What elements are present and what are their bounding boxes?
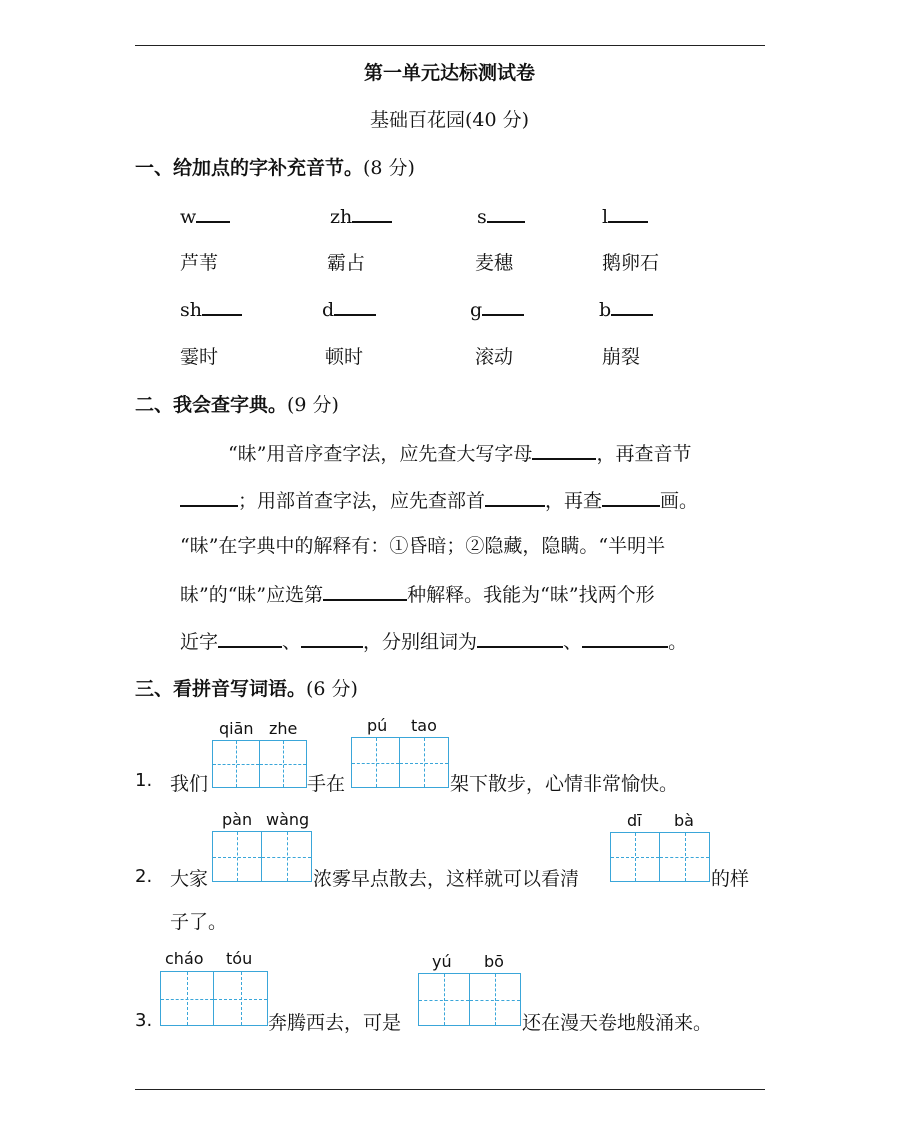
writing-grid[interactable] — [160, 971, 268, 1026]
pinyin-label: dī — [627, 811, 642, 830]
answer-blank[interactable] — [202, 296, 242, 316]
question-number: 2. — [135, 866, 153, 887]
section-3-heading: 三、看拼音写词语。(6 分) — [135, 678, 358, 700]
q2-line-4: 昧”的“昧”应选第 种解释。我能为“昧”找两个形 — [180, 579, 655, 607]
sentence-text: 浓雾早点散去，这样就可以看清 — [313, 868, 580, 890]
answer-blank[interactable] — [218, 626, 282, 648]
pinyin-label: tóu — [226, 949, 253, 968]
question-number: 1. — [135, 770, 153, 791]
q1-word-2: 霸占 — [327, 252, 366, 274]
q2-line-3: “昧”在字典中的解释有：①昏暗；②隐藏，隐瞒。“半明半 — [180, 535, 666, 557]
q1-initial-3: s — [477, 203, 525, 228]
sentence-text: 还在漫天卷地般涌来。 — [522, 1012, 713, 1034]
q1-initial-2: zh — [330, 203, 392, 228]
answer-blank[interactable] — [196, 203, 230, 223]
answer-blank[interactable] — [611, 296, 653, 316]
writing-grid[interactable] — [351, 737, 449, 788]
q1-initial-7: g — [470, 296, 524, 321]
writing-grid[interactable] — [418, 973, 521, 1026]
sentence-text: 我们 — [170, 773, 209, 795]
bottom-rule — [135, 1089, 765, 1090]
pinyin-label: pú — [367, 716, 388, 735]
question-number: 3. — [135, 1010, 153, 1031]
q1-word-6: 顿时 — [325, 346, 364, 368]
section-subtitle: 基础百花园(40 分) — [369, 109, 530, 131]
answer-blank[interactable] — [477, 626, 563, 648]
pinyin-label: bō — [484, 952, 504, 971]
top-rule — [135, 45, 765, 46]
q1-initial-4: l — [602, 203, 648, 228]
pinyin-label: bà — [674, 811, 694, 830]
q1-word-4: 鹅卵石 — [602, 252, 660, 274]
answer-blank[interactable] — [180, 485, 238, 507]
q1-initial-1: w — [180, 203, 230, 228]
sentence-text: 架下散步，心情非常愉快。 — [450, 773, 679, 795]
answer-blank[interactable] — [608, 203, 648, 223]
answer-blank[interactable] — [532, 438, 596, 460]
answer-blank[interactable] — [602, 485, 660, 507]
answer-blank[interactable] — [352, 203, 392, 223]
q2-line-1: “昧”用音序查字法，应先查大写字母 ，再查音节 — [228, 438, 691, 466]
answer-blank[interactable] — [301, 626, 363, 648]
answer-blank[interactable] — [487, 203, 525, 223]
answer-blank[interactable] — [482, 296, 524, 316]
answer-blank[interactable] — [582, 626, 668, 648]
q2-line-2: ；用部首查字法，应先查部首 ，再查 画。 — [180, 485, 698, 513]
pinyin-label: zhe — [269, 719, 298, 738]
pinyin-label: pàn — [222, 810, 253, 829]
answer-blank[interactable] — [485, 485, 545, 507]
page-title: 第一单元达标测试卷 — [363, 62, 535, 84]
q2-line-5: 近字 、 ，分别组词为 、 。 — [180, 626, 687, 654]
q1-word-7: 滚动 — [475, 346, 514, 368]
q1-initial-6: d — [322, 296, 376, 321]
q1-initial-8: b — [599, 296, 653, 321]
pinyin-label: cháo — [165, 949, 204, 968]
writing-grid[interactable] — [212, 740, 307, 788]
section-1-heading: 一、给加点的字补充音节。(8 分) — [135, 157, 415, 179]
q1-word-3: 麦穗 — [475, 252, 514, 274]
writing-grid[interactable] — [212, 831, 312, 882]
writing-grid[interactable] — [610, 832, 710, 882]
sentence-text: 手在 — [307, 773, 346, 795]
sentence-text: 子了。 — [170, 911, 228, 933]
pinyin-label: qiān — [219, 719, 254, 738]
pinyin-label: yú — [432, 952, 452, 971]
pinyin-label: tao — [411, 716, 437, 735]
answer-blank[interactable] — [334, 296, 376, 316]
sentence-text: 奔腾西去，可是 — [268, 1012, 402, 1034]
q1-word-5: 霎时 — [180, 346, 219, 368]
section-2-heading: 二、我会查字典。(9 分) — [135, 394, 339, 416]
pinyin-label: wàng — [266, 810, 310, 829]
q1-word-8: 崩裂 — [602, 346, 641, 368]
sentence-text: 大家 — [170, 868, 209, 890]
sentence-text: 的样 — [711, 868, 750, 890]
q1-initial-5: sh — [180, 296, 242, 321]
answer-blank[interactable] — [323, 579, 407, 601]
q1-word-1: 芦苇 — [180, 252, 219, 274]
